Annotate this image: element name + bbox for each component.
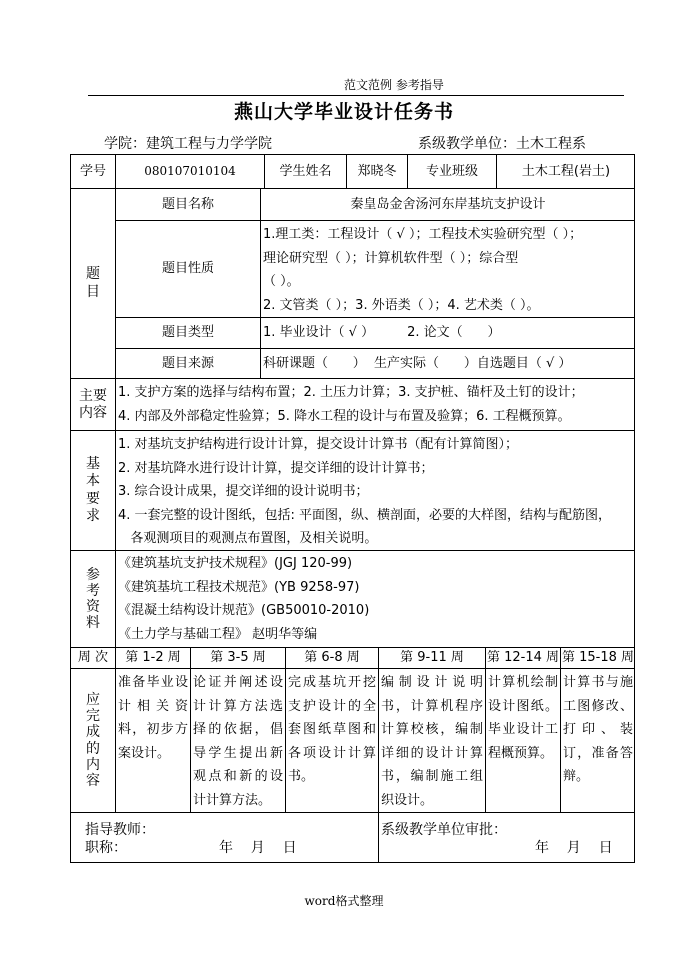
dept-value: 土木工程系 bbox=[516, 136, 586, 152]
references-list bbox=[115, 550, 635, 647]
nature-line: 2. 文管类（ ）；3. 外语类（ ）；4. 艺术类（ ）。 bbox=[263, 297, 540, 313]
requirement-item: 3. 综合设计成果，提交详细的设计说明书； bbox=[118, 484, 369, 499]
content-label: 主要 内容 bbox=[70, 378, 115, 430]
nature-line: 理论研究型（ ）；计算机软件型（ ）；综合型 bbox=[263, 250, 519, 266]
references-side-text: 参考资料 bbox=[86, 566, 100, 632]
advisor-title-label: 职称： bbox=[85, 840, 127, 856]
dept-label: 系级教学单位： bbox=[418, 136, 516, 152]
requirements-list bbox=[115, 430, 635, 550]
nature-line: （ ）。 bbox=[263, 274, 300, 289]
topic-type-label: 题目类型 bbox=[115, 317, 260, 348]
student-id-value: 080107010104 bbox=[115, 154, 264, 188]
tasks-side-text: 应完成的内容 bbox=[86, 692, 100, 789]
college-value: 建筑工程与力学学院 bbox=[146, 136, 272, 152]
class-label: 专业班级 bbox=[407, 154, 496, 188]
requirement-item: 4. 一套完整的设计图纸，包括: 平面图，纵、横剖面，必要的大样图，结构与配筋图， bbox=[118, 507, 612, 523]
topic-side-label bbox=[70, 188, 115, 378]
document-title: 燕山大学毕业设计任务书 bbox=[233, 101, 454, 123]
dept-signoff bbox=[378, 812, 635, 863]
student-name-value: 郑晓冬 bbox=[346, 154, 407, 188]
header-note: 范文范例 参考指导 bbox=[344, 78, 444, 92]
week-header: 第 1-2 周 bbox=[115, 647, 190, 668]
college-line bbox=[104, 133, 272, 153]
week-header: 第 15-18 周 bbox=[560, 647, 635, 668]
references-label bbox=[70, 550, 115, 647]
dept-line bbox=[418, 133, 586, 153]
task-cell: 准备毕业设计相关资料，初步方案设计。 bbox=[115, 668, 190, 812]
task-cell: 计算书与施工图修改、打印、装订，准备答辩。 bbox=[560, 668, 635, 812]
week-header: 第 12-14 周 bbox=[485, 647, 560, 668]
content-item: 1. 支护方案的选择与结构布置；2. 土压力计算；3. 支护桩、锚杆及土钉的设计； bbox=[118, 385, 584, 400]
tasks-label bbox=[70, 668, 115, 812]
topic-name-value: 秦皇岛金舍汤河东岸基坑支护设计 bbox=[260, 188, 635, 220]
topic-source-value: 科研课题（ ） 生产实际（ ）自选题目（ √ ） bbox=[260, 348, 635, 378]
week-label: 周 次 bbox=[70, 647, 115, 668]
header-rule bbox=[88, 95, 624, 96]
reference-item: 《建筑基坑支护技术规程》(JGJ 120-99) bbox=[118, 556, 353, 571]
requirement-item: 2. 对基坑降水进行设计计算，提交详细的设计计算书； bbox=[118, 460, 434, 476]
topic-nature-label: 题目性质 bbox=[115, 220, 260, 317]
reference-item: 《建筑基坑工程技术规范》(YB 9258-97) bbox=[118, 579, 360, 595]
student-id-label: 学号 bbox=[70, 154, 115, 188]
dept-approval-label: 系级教学单位审批： bbox=[381, 822, 507, 838]
requirement-item: 1. 对基坑支护结构进行设计计算，提交设计计算书（配有计算简图）； bbox=[118, 437, 519, 452]
week-header: 第 3-5 周 bbox=[190, 647, 285, 668]
requirement-item: 各观测项目的观测点布置图，及相关说明。 bbox=[118, 531, 378, 546]
college-label: 学院： bbox=[104, 136, 146, 152]
advisor-label: 指导教师： bbox=[85, 822, 155, 838]
week-header: 第 9-11 周 bbox=[378, 647, 485, 668]
topic-side-text: 题目 bbox=[86, 266, 100, 300]
topic-nature-options bbox=[260, 220, 635, 317]
advisor-signoff bbox=[70, 812, 378, 863]
task-cell: 论证并阐述设计计算方法选择的依据，倡导学生提出新观点和新的设计计算方法。 bbox=[190, 668, 285, 812]
topic-name-label: 题目名称 bbox=[115, 188, 260, 220]
week-header: 第 6-8 周 bbox=[285, 647, 378, 668]
dept-date: 年 月 日 bbox=[535, 840, 613, 856]
content-item: 4. 内部及外部稳定性验算；5. 降水工程的设计与布置及验算；6. 工程概预算。 bbox=[118, 408, 571, 424]
class-value: 土木工程(岩土) bbox=[496, 154, 635, 188]
task-cell: 计算机绘制设计图纸。毕业设计工程概预算。 bbox=[485, 668, 560, 812]
topic-type-value: 1. 毕业设计（ √ ） 2. 论文（ ） bbox=[260, 317, 635, 348]
advisor-date: 年 月 日 bbox=[219, 840, 297, 856]
reference-item: 《土力学与基础工程》 赵明华等编 bbox=[118, 626, 318, 642]
requirements-label bbox=[70, 430, 115, 550]
student-name-label: 学生姓名 bbox=[264, 154, 346, 188]
requirements-side-text: 基本要求 bbox=[86, 455, 100, 524]
topic-source-label: 题目来源 bbox=[115, 348, 260, 378]
task-cell: 编制设计说明书，计算机程序计算校核，编制详细的设计计算书，编制施工组织设计。 bbox=[378, 668, 485, 812]
task-cell: 完成基坑开挖支护设计的全套图纸草图和各项设计计算书。 bbox=[285, 668, 378, 812]
reference-item: 《混凝土结构设计规范》(GB50010-2010) bbox=[118, 603, 370, 618]
content-list bbox=[115, 378, 635, 430]
nature-line: 1.理工类：工程设计（ √ ）；工程技术实验研究型（ ）； bbox=[263, 227, 583, 242]
footer-note: word格式整理 bbox=[304, 894, 384, 908]
